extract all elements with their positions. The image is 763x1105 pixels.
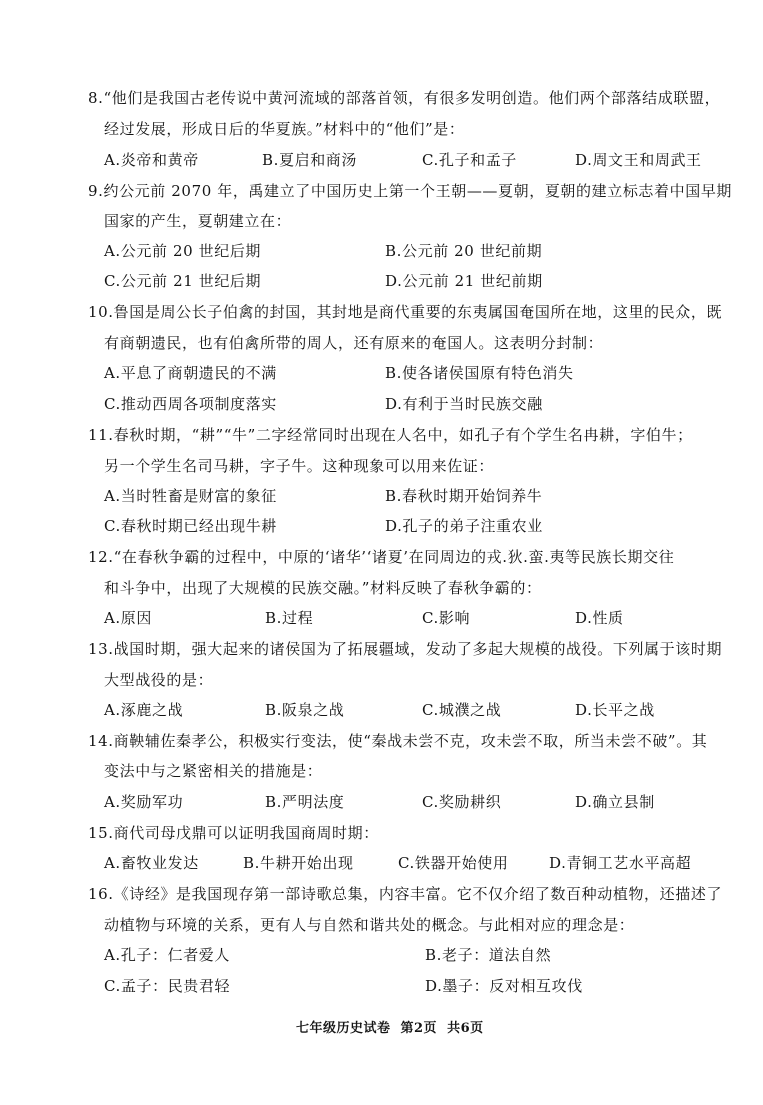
question-8-option-b: B.夏启和商汤 xyxy=(262,151,357,169)
question-11-option-d: D.孔子的弟子注重农业 xyxy=(385,517,543,535)
footer-total-pages: 共6页 xyxy=(447,1021,484,1036)
question-12-option-c: C.影响 xyxy=(422,609,471,627)
question-8-option-c: C.孔子和孟子 xyxy=(422,151,517,169)
question-10-option-b: B.使各诸侯国原有特色消失 xyxy=(385,364,574,382)
question-11-stem-line-2: 另一个学生名司马耕，字子牛。这种现象可以用来佐证： xyxy=(104,457,495,475)
footer-exam-title: 七年级历史试卷 xyxy=(296,1021,391,1036)
question-10-option-a: A.平息了商朝遗民的不满 xyxy=(104,364,277,382)
question-16-stem-line-1: 16.《诗经》是我国现存第一部诗歌总集，内容丰富。它不仅介绍了数百种动植物，还描述了 xyxy=(88,885,723,903)
question-16-option-a: A.孔子：仁者爱人 xyxy=(104,946,231,964)
page-footer xyxy=(296,1020,494,1038)
question-13-option-b: B.阪泉之战 xyxy=(265,701,345,719)
question-16-option-d: D.墨子：反对相互攻伐 xyxy=(425,977,583,995)
question-9-stem-line-1: 9.约公元前 2070 年，禹建立了中国历史上第一个王朝——夏朝，夏朝的建立标志着中国早期 xyxy=(88,182,733,200)
question-14-stem-line-1: 14.商鞅辅佐秦孝公，积极实行变法，使“秦战未尝不克，攻未尝不取，所当未尝不破”。其 xyxy=(88,732,708,750)
question-12-option-a: A.原因 xyxy=(104,609,153,627)
question-9-option-d: D.公元前 21 世纪前期 xyxy=(385,272,543,290)
question-9-option-b: B.公元前 20 世纪前期 xyxy=(385,242,543,260)
question-13-option-a: A.涿鹿之战 xyxy=(104,701,184,719)
question-12-option-b: B.过程 xyxy=(265,609,314,627)
question-9-stem-line-2: 国家的产生，夏朝建立在： xyxy=(104,212,292,230)
footer-page-number: 第2页 xyxy=(400,1021,438,1036)
question-12-option-d: D.性质 xyxy=(575,609,624,627)
question-15-option-a: A.畜牧业发达 xyxy=(104,854,199,872)
question-14-option-c: C.奖励耕织 xyxy=(422,793,502,811)
question-15-option-d: D.青铜工艺水平高超 xyxy=(549,854,692,872)
question-13-stem-line-2: 大型战役的是： xyxy=(104,671,214,689)
question-10-option-c: C.推动西周各项制度落实 xyxy=(104,395,277,413)
question-8-stem-line-2: 经过发展，形成日后的华夏族。”材料中的“他们”是： xyxy=(104,120,465,138)
question-11-option-c: C.春秋时期已经出现牛耕 xyxy=(104,517,277,535)
question-8-option-d: D.周文王和周武王 xyxy=(575,151,702,169)
question-9-option-c: C.公元前 21 世纪后期 xyxy=(104,272,262,290)
question-10-stem-line-1: 10.鲁国是周公长子伯禽的封国，其封地是商代重要的东夷属国奄国所在地，这里的民众，既 xyxy=(88,303,723,321)
question-14-option-d: D.确立县制 xyxy=(575,793,655,811)
question-12-stem-line-2: 和斗争中，出现了大规模的民族交融。”材料反映了春秋争霸的： xyxy=(104,579,542,597)
question-16-option-b: B.老子：道法自然 xyxy=(425,946,552,964)
question-10-option-d: D.有利于当时民族交融 xyxy=(385,395,543,413)
question-11-stem-line-1: 11.春秋时期，“耕”“牛”二字经常同时出现在人名中，如孔子有个学生名冉耕，字伯牛； xyxy=(88,426,693,444)
question-15-option-b: B.牛耕开始出现 xyxy=(243,854,354,872)
question-14-stem-line-2: 变法中与之紧密相关的措施是： xyxy=(104,762,323,780)
question-13-option-c: C.城濮之战 xyxy=(422,701,502,719)
question-8-option-a: A.炎帝和黄帝 xyxy=(104,151,199,169)
question-14-option-a: A.奖励军功 xyxy=(104,793,184,811)
question-16-option-c: C.孟子：民贵君轻 xyxy=(104,977,231,995)
question-11-option-a: A.当时牲畜是财富的象征 xyxy=(104,487,277,505)
question-11-option-b: B.春秋时期开始饲养牛 xyxy=(385,487,543,505)
question-13-stem-line-1: 13.战国时期，强大起来的诸侯国为了拓展疆域，发动了多起大规模的战役。下列属于该时期 xyxy=(88,640,723,658)
question-15-option-c: C.铁器开始使用 xyxy=(398,854,509,872)
question-9-option-a: A.公元前 20 世纪后期 xyxy=(104,242,262,260)
question-8-stem-line-1: 8.“他们是我国古老传说中黄河流域的部落首领，有很多发明创造。他们两个部落结成联盟， xyxy=(88,89,721,107)
question-16-stem-line-2: 动植物与环境的关系，更有人与自然和谐共处的概念。与此相对应的理念是： xyxy=(104,916,635,934)
question-15-stem-line-1: 15.商代司母戊鼎可以证明我国商周时期： xyxy=(88,824,379,842)
question-10-stem-line-2: 有商朝遗民，也有伯禽所带的周人，还有原来的奄国人。这表明分封制： xyxy=(104,334,604,352)
question-13-option-d: D.长平之战 xyxy=(575,701,655,719)
question-14-option-b: B.严明法度 xyxy=(265,793,345,811)
question-12-stem-line-1: 12.“在春秋争霸的过程中，中原的‘诸华’‘诸夏’在同周边的戎.狄.蛮.夷等民族长期交往 xyxy=(88,548,675,566)
